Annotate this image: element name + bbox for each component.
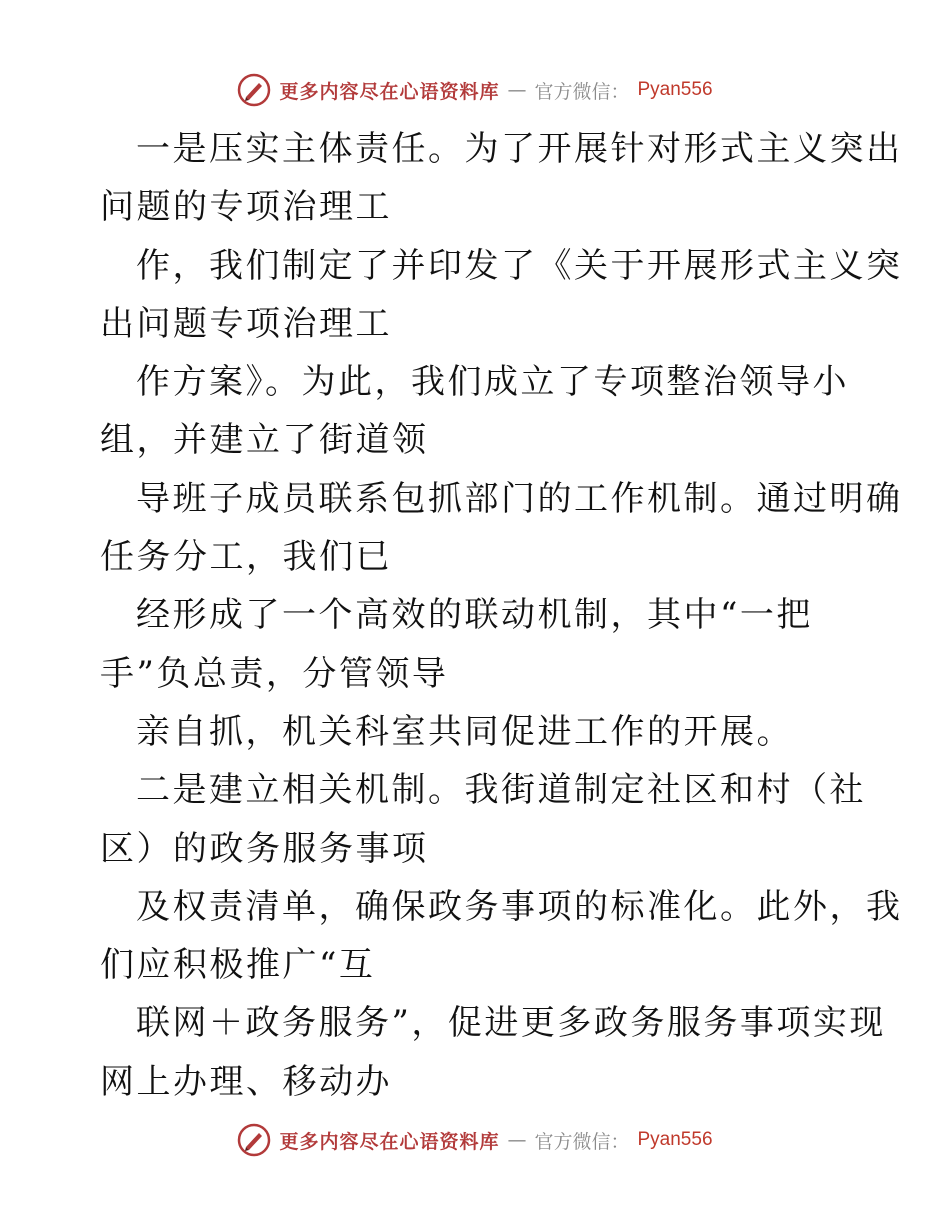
- text-line: 及权责清单，确保政务事项的标准化。此外，我: [136, 886, 903, 927]
- watermark-id: Pyan556: [637, 79, 713, 100]
- pen-logo-icon: [237, 1123, 271, 1157]
- text-line: 导班子成员联系包抓部门的工作机制。通过明确: [136, 478, 903, 519]
- text-line: 作方案》。为此，我们成立了专项整治领导小: [136, 362, 849, 403]
- watermark-dash: —: [507, 79, 527, 101]
- text-line: 出问题专项治理工: [100, 303, 392, 344]
- text-line: 联网＋政务服务”，促进更多政务服务事项实现: [136, 1003, 886, 1044]
- watermark-name: 更多内容尽在心语资料库: [279, 1130, 500, 1153]
- text-line: 一是压实主体责任。为了开展针对形式主义突出: [136, 129, 903, 169]
- text-line: 经形成了一个高效的联动机制，其中“一把: [136, 595, 813, 636]
- text-line: 组，并建立了街道领: [100, 420, 429, 461]
- watermark-label: 官方微信：: [534, 80, 630, 103]
- pen-logo-icon: [237, 73, 271, 107]
- header-watermark: [0, 70, 950, 110]
- text-line: 网上办理、移动办: [100, 1061, 392, 1102]
- text-line: 二是建立相关机制。我街道制定社区和村（社: [136, 770, 866, 811]
- text-line: 亲自抓，机关科室共同促进工作的开展。: [136, 711, 793, 752]
- watermark-id: Pyan556: [637, 1129, 713, 1150]
- footer-watermark: [0, 1120, 950, 1160]
- text-line: 们应积极推广“互: [100, 945, 376, 986]
- text-line: 区）的政务服务事项: [100, 828, 429, 869]
- watermark-name: 更多内容尽在心语资料库: [279, 80, 500, 103]
- document-body: [100, 120, 903, 1111]
- watermark-label: 官方微信：: [534, 1130, 630, 1153]
- text-line: 问题的专项治理工: [100, 187, 392, 228]
- text-line: 任务分工，我们已: [100, 537, 392, 578]
- text-line: 作，我们制定了并印发了《关于开展形式主义突: [136, 245, 903, 286]
- text-line: 手”负总责，分管领导: [100, 653, 449, 694]
- watermark-dash: —: [507, 1129, 527, 1151]
